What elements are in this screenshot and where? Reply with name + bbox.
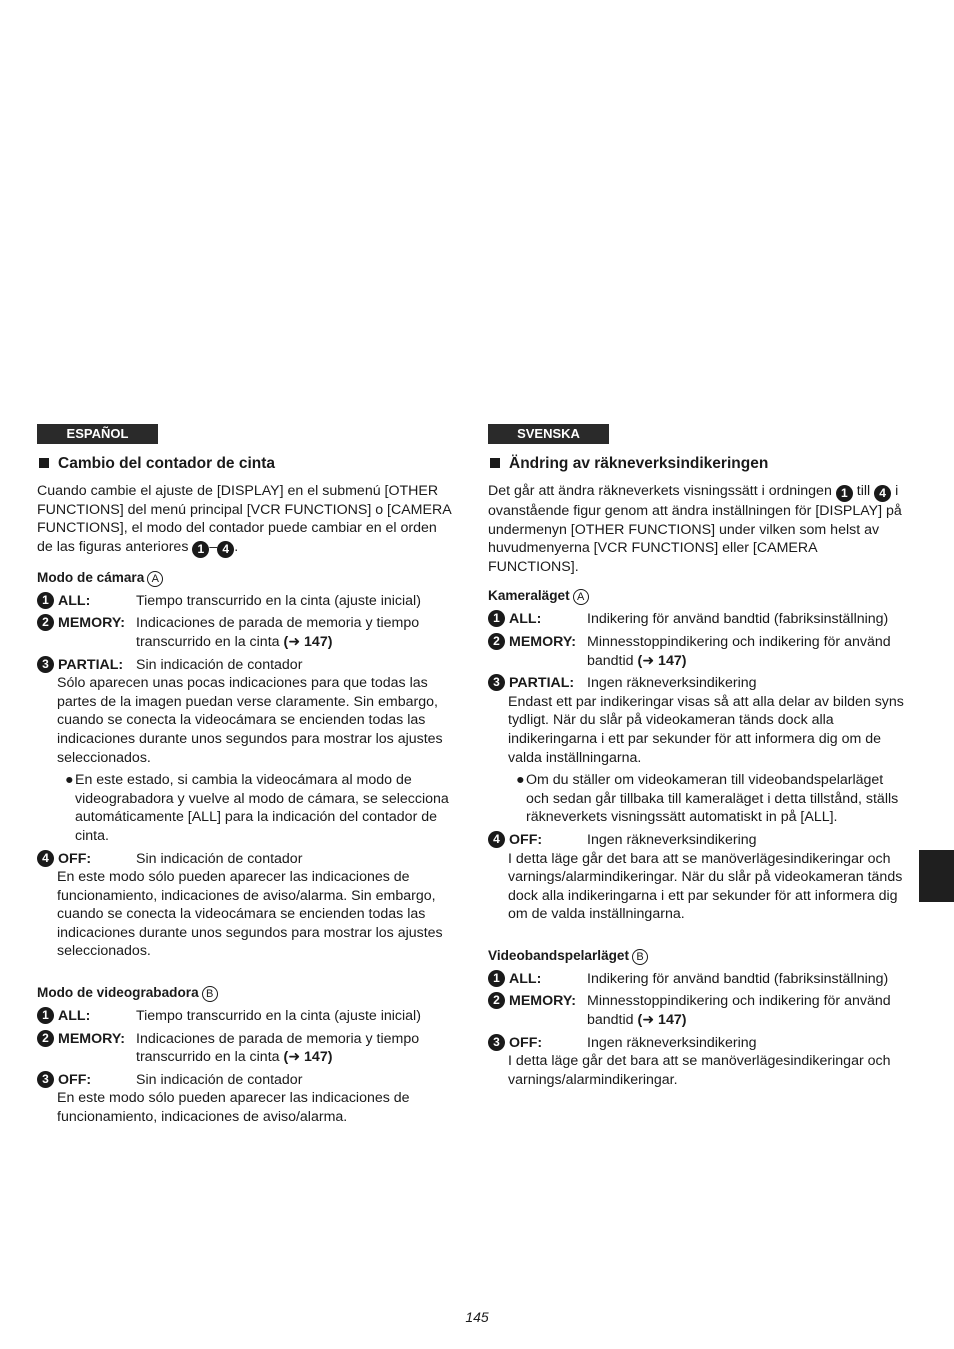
number-1-icon: 1 bbox=[836, 485, 853, 502]
heading-text: Cambio del contador de cinta bbox=[58, 455, 276, 472]
item-subtext: I detta läge går det bara att se manöverlägesindikeringar och varnings/alarmindikeringar. När du slår på videokameran tänds dock alla indikeringarna i ett par sekunder för att informera dig om de valda inställningarna. bbox=[508, 850, 903, 923]
number-2-icon: 2 bbox=[488, 992, 505, 1009]
item-desc: Indicaciones de parada de memoria y tiempo transcurrido en la cinta bbox=[136, 615, 420, 650]
number-1-icon: 1 bbox=[488, 610, 505, 627]
item-desc: Indikering för använd bandtid (fabriksinställning) bbox=[587, 611, 889, 628]
number-3-icon: 3 bbox=[37, 656, 54, 673]
section-heading-svenska bbox=[488, 454, 906, 474]
item-desc: Ingen räkneverksindikering bbox=[587, 675, 757, 692]
item-desc: Sin indicación de contador bbox=[136, 850, 303, 867]
circled-letter-b-icon: B bbox=[202, 986, 218, 1002]
item-desc: Sin indicación de contador bbox=[136, 656, 303, 673]
list-item-off bbox=[37, 1071, 453, 1127]
intro-end: . bbox=[234, 538, 239, 555]
svenska-column bbox=[488, 424, 906, 1089]
item-desc: Indikering för använd bandtid (fabriksinställning) bbox=[587, 970, 889, 987]
list-item-all bbox=[488, 970, 906, 989]
item-label: OFF: bbox=[58, 1071, 92, 1088]
camera-mode-title: Modo de cámara A bbox=[37, 568, 453, 588]
item-desc: Minnesstoppindikering och indikering för använd bandtid bbox=[587, 993, 891, 1029]
list-item-memory bbox=[488, 992, 906, 1029]
section-thumb-tab bbox=[919, 850, 954, 902]
list-item-memory bbox=[37, 614, 453, 651]
item-label: PARTIAL: bbox=[509, 675, 575, 692]
language-tag-svenska: SVENSKA bbox=[488, 424, 609, 444]
item-subtext: Endast ett par indikeringar visas så att alla delar av bilden syns tydligt. När du slår på videokameran tänds dock alla indikeringarna i ett par sekunder för att informera dig om de valda inställningarna. bbox=[508, 693, 904, 766]
intro-text-b: till bbox=[856, 483, 871, 499]
number-4-icon: 4 bbox=[488, 831, 505, 848]
circled-letter-b-icon: B bbox=[632, 949, 648, 965]
item-label: ALL: bbox=[509, 970, 542, 987]
item-desc: Indicaciones de parada de memoria y tiempo transcurrido en la cinta bbox=[136, 1030, 420, 1066]
vcr-mode-title: Modo de videograbadora B bbox=[37, 983, 453, 1003]
vcr-mode-title: Videobandspelarläget B bbox=[488, 946, 906, 966]
list-item-memory bbox=[37, 1030, 453, 1067]
bullet-dot-icon: ● bbox=[65, 772, 74, 789]
page-reference: (➜ 147) bbox=[283, 633, 333, 650]
page-reference: (➜ 147) bbox=[637, 652, 687, 669]
item-desc: Ingen räkneverksindikering bbox=[587, 831, 757, 848]
item-label: ALL: bbox=[509, 611, 542, 628]
number-4-icon: 4 bbox=[217, 541, 234, 558]
espanol-column bbox=[37, 424, 453, 1127]
bullet-dot-icon: ● bbox=[516, 772, 525, 789]
item-desc: Sin indicación de contador bbox=[136, 1071, 303, 1088]
item-subtext: En este modo sólo pueden aparecer las indicaciones de funcionamiento, indicaciones de aviso/alarma. bbox=[57, 1090, 410, 1126]
note bbox=[516, 771, 906, 827]
item-label: OFF: bbox=[509, 831, 543, 848]
number-4-icon: 4 bbox=[874, 485, 891, 502]
number-2-icon: 2 bbox=[37, 614, 54, 631]
language-tag-espanol: ESPAÑOL bbox=[37, 424, 158, 444]
item-label: OFF: bbox=[509, 1034, 543, 1051]
number-2-icon: 2 bbox=[488, 633, 505, 650]
list-item-off bbox=[488, 1034, 906, 1090]
item-label: PARTIAL: bbox=[58, 656, 124, 673]
item-label: MEMORY: bbox=[509, 993, 576, 1010]
list-item-partial bbox=[37, 656, 453, 846]
note-text: En este estado, si cambia la videocámara al modo de videograbadora y vuelve al modo de cámara, se selecciona automáticamente [ALL] para la indicación del contador de cinta. bbox=[75, 772, 449, 844]
list-item-all bbox=[37, 592, 453, 611]
item-label: MEMORY: bbox=[58, 1030, 125, 1047]
page-reference: (➜ 147) bbox=[637, 1012, 687, 1029]
number-4-icon: 4 bbox=[37, 850, 54, 867]
section-heading-espanol bbox=[37, 454, 453, 474]
number-3-icon: 3 bbox=[37, 1071, 54, 1088]
number-3-icon: 3 bbox=[488, 674, 505, 691]
number-1-icon: 1 bbox=[37, 592, 54, 609]
item-label: ALL: bbox=[58, 592, 91, 609]
item-desc: Ingen räkneverksindikering bbox=[587, 1034, 757, 1051]
intro-dash: – bbox=[209, 538, 218, 555]
number-3-icon: 3 bbox=[488, 1034, 505, 1051]
list-item-off bbox=[37, 850, 453, 962]
square-bullet-icon bbox=[490, 458, 500, 468]
list-item-all bbox=[37, 1007, 453, 1026]
square-bullet-icon bbox=[39, 458, 49, 468]
intro-text: Cuando cambie el ajuste de [DISPLAY] en el submenú [OTHER FUNCTIONS] del menú principal [VCR FUNCTIONS] o [CAMERA FUNCTIONS], el modo del contador puede cambiar en el orden de las figuras anteriores bbox=[37, 483, 451, 555]
number-1-icon: 1 bbox=[37, 1007, 54, 1024]
item-subtext: Sólo aparecen unas pocas indicaciones para que todas las partes de la imagen puedan verse claramente. Sin embargo, cuando se conecta la videocámara se encienden todas las indicaciones durante unos segundos para mostrar los ajustes seleccionados. bbox=[57, 675, 443, 766]
number-1-icon: 1 bbox=[192, 541, 209, 558]
page-number: 145 bbox=[465, 1309, 489, 1325]
intro-paragraph bbox=[37, 482, 453, 558]
number-1-icon: 1 bbox=[488, 970, 505, 987]
item-desc: Tiempo transcurrido en la cinta (ajuste inicial) bbox=[136, 592, 421, 609]
list-item-partial bbox=[488, 674, 906, 827]
intro-text-a: Det går att ändra räkneverkets visningssätt i ordningen bbox=[488, 483, 832, 499]
item-desc: Minnesstoppindikering och indikering för använd bandtid bbox=[587, 633, 891, 669]
list-item-all bbox=[488, 610, 906, 629]
circled-letter-a-icon: A bbox=[147, 571, 163, 587]
list-item-memory bbox=[488, 633, 906, 670]
number-2-icon: 2 bbox=[37, 1030, 54, 1047]
item-subtext: I detta läge går det bara att se manöverlägesindikeringar och varnings/alarmindikeringar. bbox=[508, 1053, 891, 1088]
item-label: ALL: bbox=[58, 1008, 91, 1025]
item-label: MEMORY: bbox=[58, 615, 125, 632]
item-label: MEMORY: bbox=[509, 633, 576, 650]
note bbox=[65, 771, 453, 845]
heading-text: Ändring av räkneverksindikeringen bbox=[509, 455, 769, 472]
item-desc: Tiempo transcurrido en la cinta (ajuste inicial) bbox=[136, 1008, 421, 1025]
list-item-off bbox=[488, 831, 906, 924]
item-subtext: En este modo sólo pueden aparecer las indicaciones de funcionamiento, indicaciones de aviso/alarma. Sin embargo, cuando se conecta la videocámara se encienden todas las indicaciones durante unos segundos para mostrar los ajustes seleccionados. bbox=[57, 869, 443, 960]
camera-mode-title: Kameraläget A bbox=[488, 586, 906, 606]
intro-paragraph bbox=[488, 482, 906, 576]
note-text: Om du ställer om videokameran till videobandspelarläget och sedan går tillbaka till kameraläget i detta tillstånd, ställs räkneverkets visningssätt automatiskt in på [ALL]. bbox=[526, 772, 899, 826]
page-reference: (➜ 147) bbox=[283, 1049, 333, 1066]
circled-letter-a-icon: A bbox=[573, 589, 589, 605]
intro-text-c: i ovanstående figur genom att ändra inställningen för [DISPLAY] på undermenyn [OTHER FUNCTIONS] under vilken som helst av huvudmenyerna [VCR FUNCTIONS] eller [CAMERA FUNCTIONS]. bbox=[488, 483, 902, 575]
item-label: OFF: bbox=[58, 850, 92, 867]
